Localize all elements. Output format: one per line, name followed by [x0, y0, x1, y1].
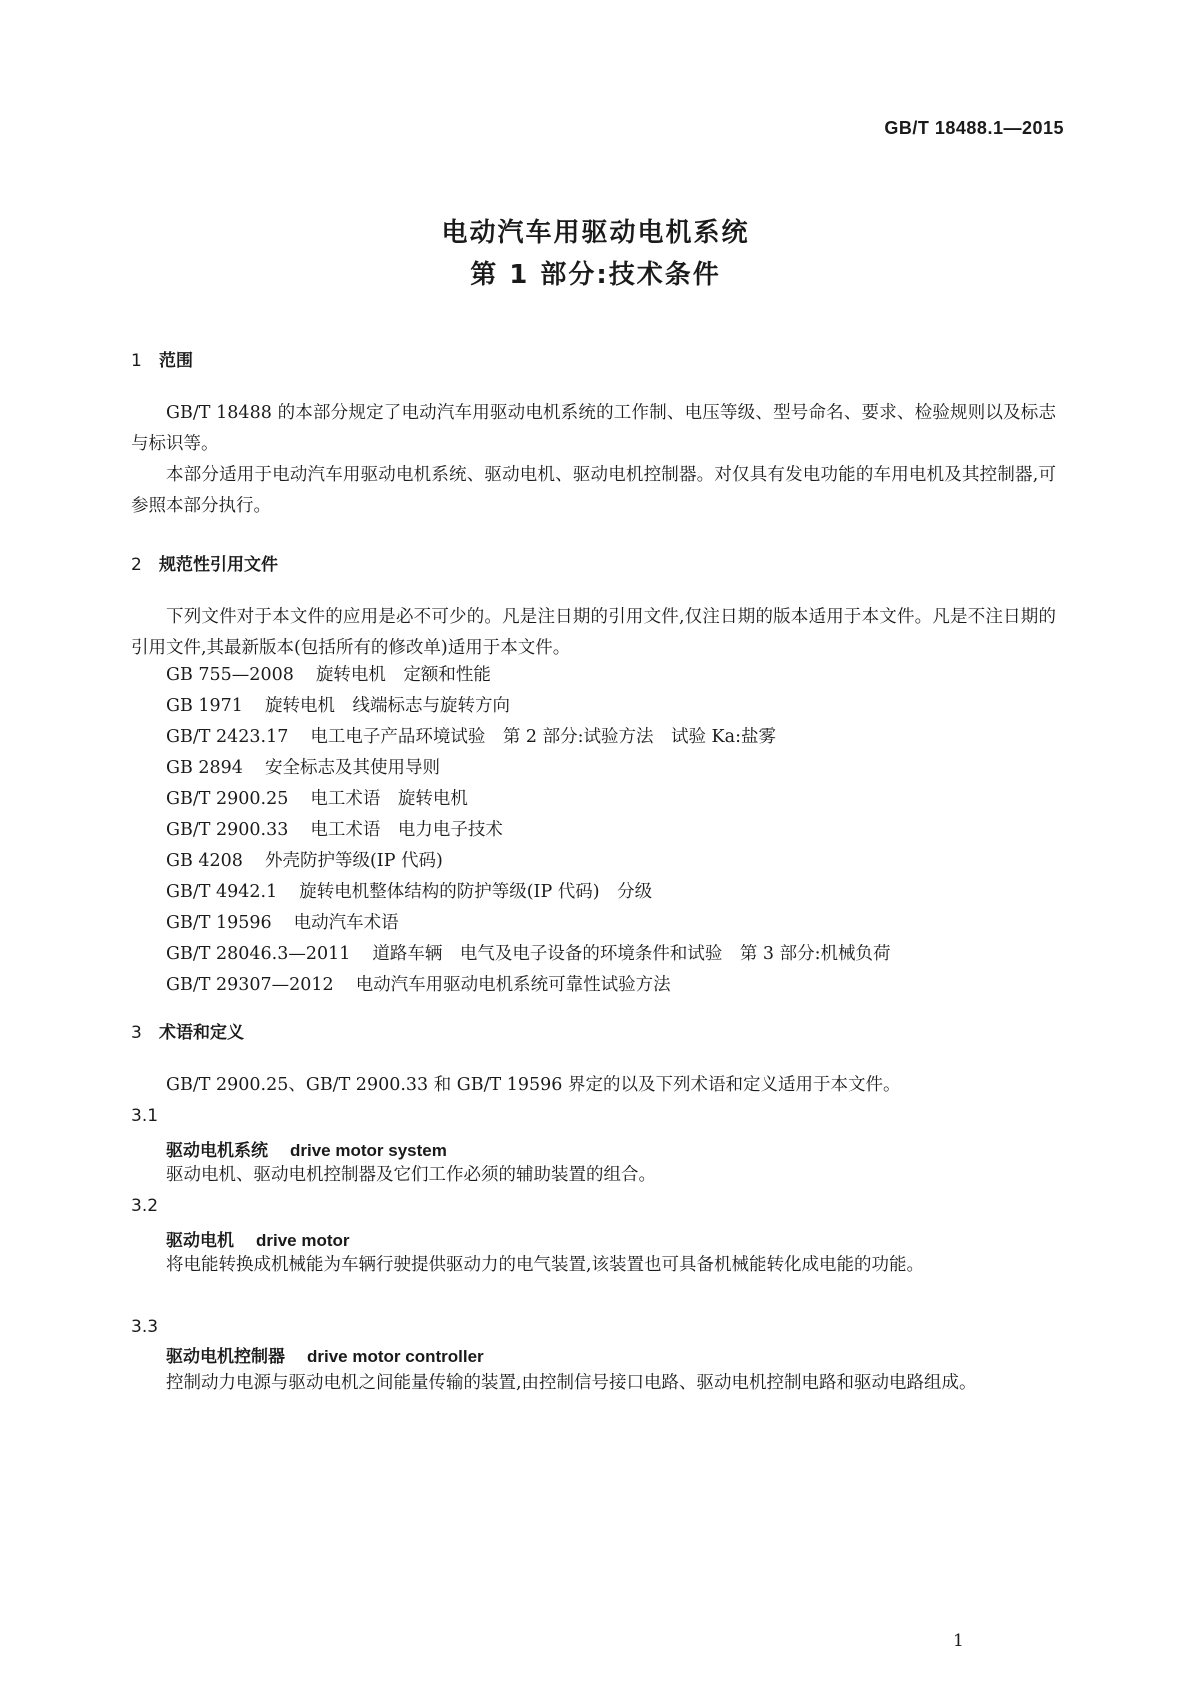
reference-code: GB 755—2008	[166, 665, 294, 685]
terms-intro: GB/T 2900.25、GB/T 2900.33 和 GB/T 19596 界定的以及下列术语和定义适用于本文件。	[166, 1075, 901, 1095]
reference-title: 旋转电机 线端标志与旋转方向	[264, 696, 510, 716]
reference-code: GB 1971	[166, 696, 243, 716]
reference-item	[166, 970, 891, 1001]
reference-title: 旋转电机 定额和性能	[315, 665, 491, 685]
term-name	[166, 1226, 350, 1251]
document-subtitle: 第 1 部分:技术条件	[470, 260, 721, 290]
term-name-zh: 驱动电机系统	[166, 1141, 268, 1161]
document-title: 电动汽车用驱动电机系统	[441, 218, 750, 248]
section-number: 3	[131, 1023, 142, 1043]
reference-code: GB/T 28046.3—2011	[166, 944, 351, 964]
reference-item	[166, 691, 891, 722]
reference-code: GB/T 2900.25	[166, 789, 289, 809]
term-name-en: drive motor	[256, 1231, 350, 1250]
reference-title: 道路车辆 电气及电子设备的环境条件和试验 第 3 部分:机械负荷	[372, 944, 891, 964]
reference-code: GB/T 2900.33	[166, 820, 289, 840]
section-title: 范围	[159, 351, 193, 371]
reference-code: GB 2894	[166, 758, 243, 778]
reference-code: GB/T 19596	[166, 913, 272, 933]
section-2-heading	[131, 550, 278, 575]
reference-title: 电动汽车术语	[293, 913, 399, 933]
term-definition: 将电能转换成机械能为车辆行驶提供驱动力的电气装置,该装置也可具备机械能转化成电能的功能。	[166, 1255, 925, 1275]
reference-code: GB/T 2423.17	[166, 727, 289, 747]
term-name-zh: 驱动电机控制器	[166, 1347, 285, 1367]
term-name-en: drive motor system	[290, 1141, 447, 1160]
reference-title: 电动汽车用驱动电机系统可靠性试验方法	[355, 975, 671, 995]
term-number: 3.2	[131, 1196, 159, 1216]
reference-code: GB 4208	[166, 851, 243, 871]
reference-title: 电工术语 旋转电机	[310, 789, 468, 809]
reference-item	[166, 846, 891, 877]
reference-item	[166, 815, 891, 846]
reference-item	[166, 877, 891, 908]
term-name	[166, 1342, 484, 1367]
references-intro: 下列文件对于本文件的应用是必不可少的。凡是注日期的引用文件,仅注日期的版本适用于本文件。凡是不注日期的引用文件,其最新版本(包括所有的修改单)适用于本文件。	[131, 607, 1056, 658]
section-1-heading	[131, 346, 193, 371]
standard-code: GB/T 18488.1—2015	[884, 118, 1064, 138]
section-3-heading	[131, 1018, 244, 1043]
term-definition: 控制动力电源与驱动电机之间能量传输的装置,由控制信号接口电路、驱动电机控制电路和驱动电路组成。	[166, 1373, 977, 1393]
scope-paragraph-1: GB/T 18488 的本部分规定了电动汽车用驱动电机系统的工作制、电压等级、型号命名、要求、检验规则以及标志与标识等。	[131, 403, 1056, 454]
reference-item	[166, 722, 891, 753]
reference-item	[166, 939, 891, 970]
term-name	[166, 1136, 447, 1161]
reference-title: 外壳防护等级(IP 代码)	[264, 851, 443, 871]
reference-list	[166, 660, 891, 1001]
reference-item	[166, 753, 891, 784]
term-name-zh: 驱动电机	[166, 1231, 234, 1251]
reference-title: 旋转电机整体结构的防护等级(IP 代码) 分级	[299, 882, 653, 902]
reference-item	[166, 784, 891, 815]
page-number: 1	[953, 1631, 964, 1651]
scope-paragraph-2: 本部分适用于电动汽车用驱动电机系统、驱动电机、驱动电机控制器。对仅具有发电功能的车用电机及其控制器,可参照本部分执行。	[131, 465, 1056, 516]
section-title: 规范性引用文件	[159, 555, 278, 575]
reference-title: 电工电子产品环境试验 第 2 部分:试验方法 试验 Ka:盐雾	[310, 727, 776, 747]
term-number: 3.3	[131, 1317, 159, 1337]
reference-code: GB/T 29307—2012	[166, 975, 334, 995]
term-definition: 驱动电机、驱动电机控制器及它们工作必须的辅助装置的组合。	[166, 1165, 656, 1185]
section-number: 2	[131, 555, 142, 575]
term-number: 3.1	[131, 1106, 159, 1126]
reference-code: GB/T 4942.1	[166, 882, 278, 902]
reference-title: 电工术语 电力电子技术	[310, 820, 503, 840]
reference-item	[166, 660, 891, 691]
section-number: 1	[131, 351, 142, 371]
section-title: 术语和定义	[159, 1023, 244, 1043]
reference-title: 安全标志及其使用导则	[264, 758, 440, 778]
reference-item	[166, 908, 891, 939]
term-name-en: drive motor controller	[307, 1347, 484, 1366]
